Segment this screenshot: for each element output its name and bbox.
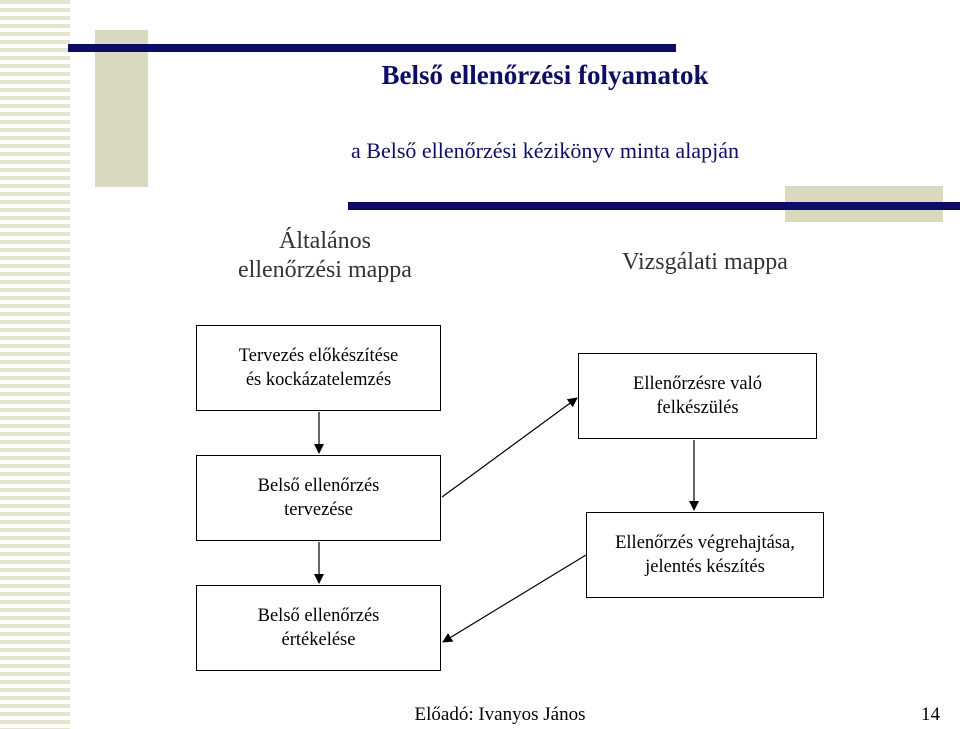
box-audit-preparation [578, 353, 817, 439]
left-column-heading [190, 227, 460, 285]
title-rule-bottom [348, 202, 960, 210]
box-planning-preparation [196, 325, 441, 411]
right-column-heading [570, 248, 840, 277]
slide-title: Belső ellenőrzési folyamatok [381, 60, 709, 90]
footer-page-number: 14 [921, 704, 940, 725]
slide-subtitle: a Belső ellenőrzési kézikönyv minta alapján [351, 138, 739, 163]
box-audit-evaluation [196, 585, 441, 671]
left-decorative-stripes [0, 0, 70, 729]
arrow-execution-to-evaluation [443, 555, 586, 642]
decorative-block-top [95, 30, 148, 187]
box-audit-execution [586, 512, 824, 598]
box-audit-evaluation-label: Belső ellenőrzés értékelése [257, 606, 380, 650]
arrow-planning-to-preparation [442, 398, 577, 497]
title-rule-top [68, 44, 676, 52]
box-audit-preparation-label: Ellenőrzésre való felkészülés [633, 374, 762, 418]
left-column-heading-text: Általános ellenőrzési mappa [238, 228, 412, 283]
box-planning-preparation-label: Tervezés előkészítése és kockázatelemzés [238, 346, 399, 390]
box-audit-planning-label: Belső ellenőrzés tervezése [257, 476, 380, 520]
box-audit-planning [196, 455, 441, 541]
footer-presenter: Előadó: Ivanyos János [414, 704, 586, 725]
right-column-heading-text: Vizsgálati mappa [622, 249, 788, 275]
box-audit-execution-label: Ellenőrzés végrehajtása, jelentés készítés [615, 533, 795, 577]
